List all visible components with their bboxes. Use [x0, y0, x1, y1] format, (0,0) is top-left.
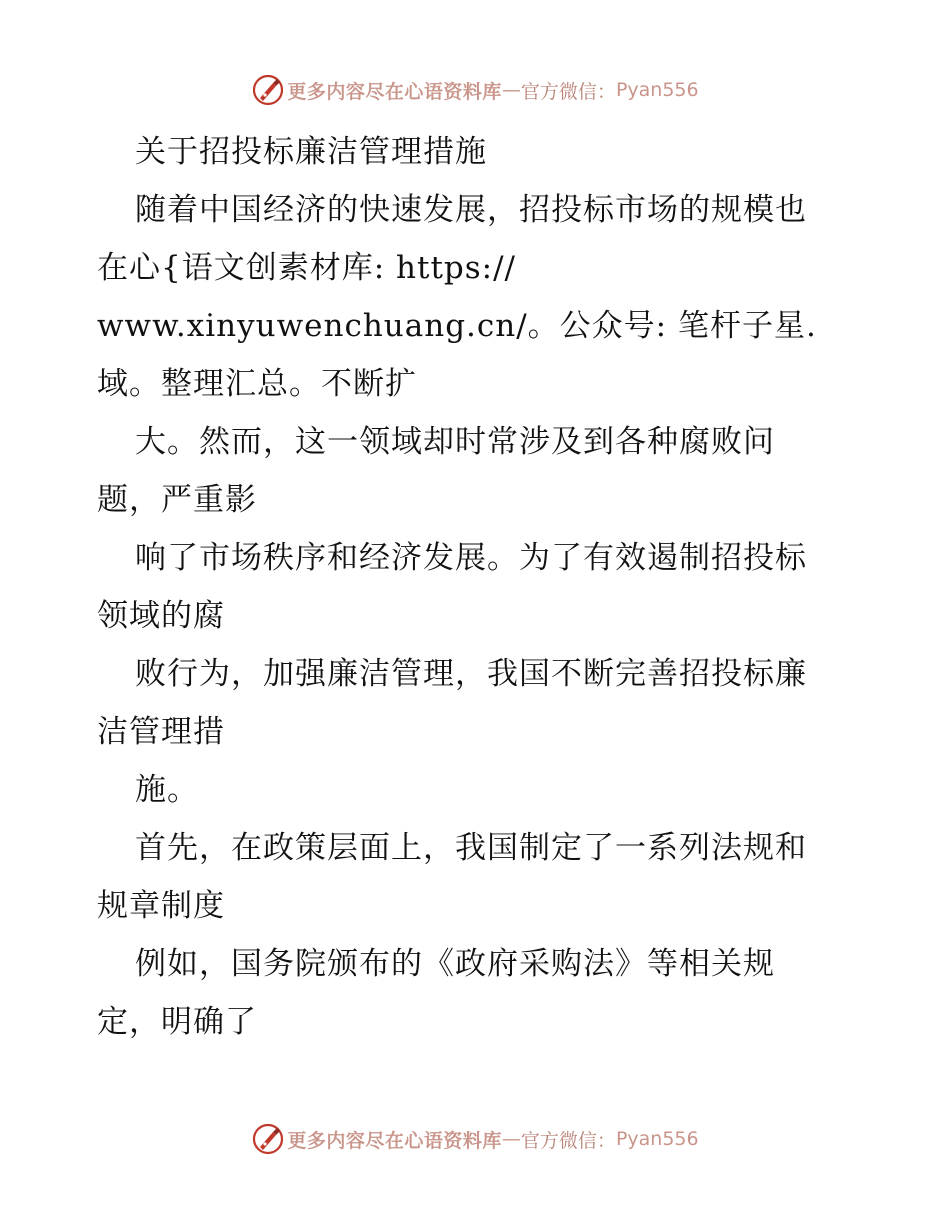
text-line: 在心{语文创素材库: https:// [97, 250, 516, 286]
text-line: 随着中国经济的快速发展，招投标市场的规模也 [135, 192, 807, 228]
text-line: 响了市场秩序和经济发展。为了有效遏制招投标 [135, 540, 807, 576]
text-line: 大。然而，这一领域却时常涉及到各种腐败问 [135, 424, 775, 460]
text-line: 领域的腐 [97, 598, 225, 634]
header-wechat-label: 官方微信： [520, 80, 616, 103]
header-banner [0, 70, 950, 110]
document-title: 关于招投标廉洁管理措施 [135, 134, 487, 170]
footer-wechat-label: 官方微信： [520, 1129, 616, 1152]
header-separator: — [501, 79, 521, 101]
footer-brand-text: 更多内容尽在心语资料库 [287, 1129, 502, 1152]
text-line: 定，明确了 [97, 1004, 257, 1040]
footer-wechat-id: Pyan556 [615, 1128, 699, 1150]
header-wechat-id: Pyan556 [615, 79, 699, 101]
document-body [97, 123, 857, 1051]
header-brand-text: 更多内容尽在心语资料库 [287, 80, 502, 103]
text-line: 例如，国务院颁布的《政府采购法》等相关规 [135, 946, 775, 982]
text-line: 域。整理汇总。不断扩 [97, 366, 417, 402]
text-line: www.xinyuwenchuang.cn/。公众号: 笔杆子星. [97, 308, 817, 344]
text-line: 洁管理措 [97, 714, 225, 750]
footer-banner [0, 1119, 950, 1159]
pen-nib-logo-icon [251, 73, 285, 107]
text-line: 题，严重影 [97, 482, 257, 518]
text-line: 首先，在政策层面上，我国制定了一系列法规和 [135, 830, 807, 866]
text-line: 施。 [135, 772, 199, 808]
text-line: 规章制度 [97, 888, 225, 924]
footer-separator: — [501, 1128, 521, 1150]
pen-nib-logo-icon [251, 1122, 285, 1156]
text-line: 败行为，加强廉洁管理，我国不断完善招投标廉 [135, 656, 807, 692]
